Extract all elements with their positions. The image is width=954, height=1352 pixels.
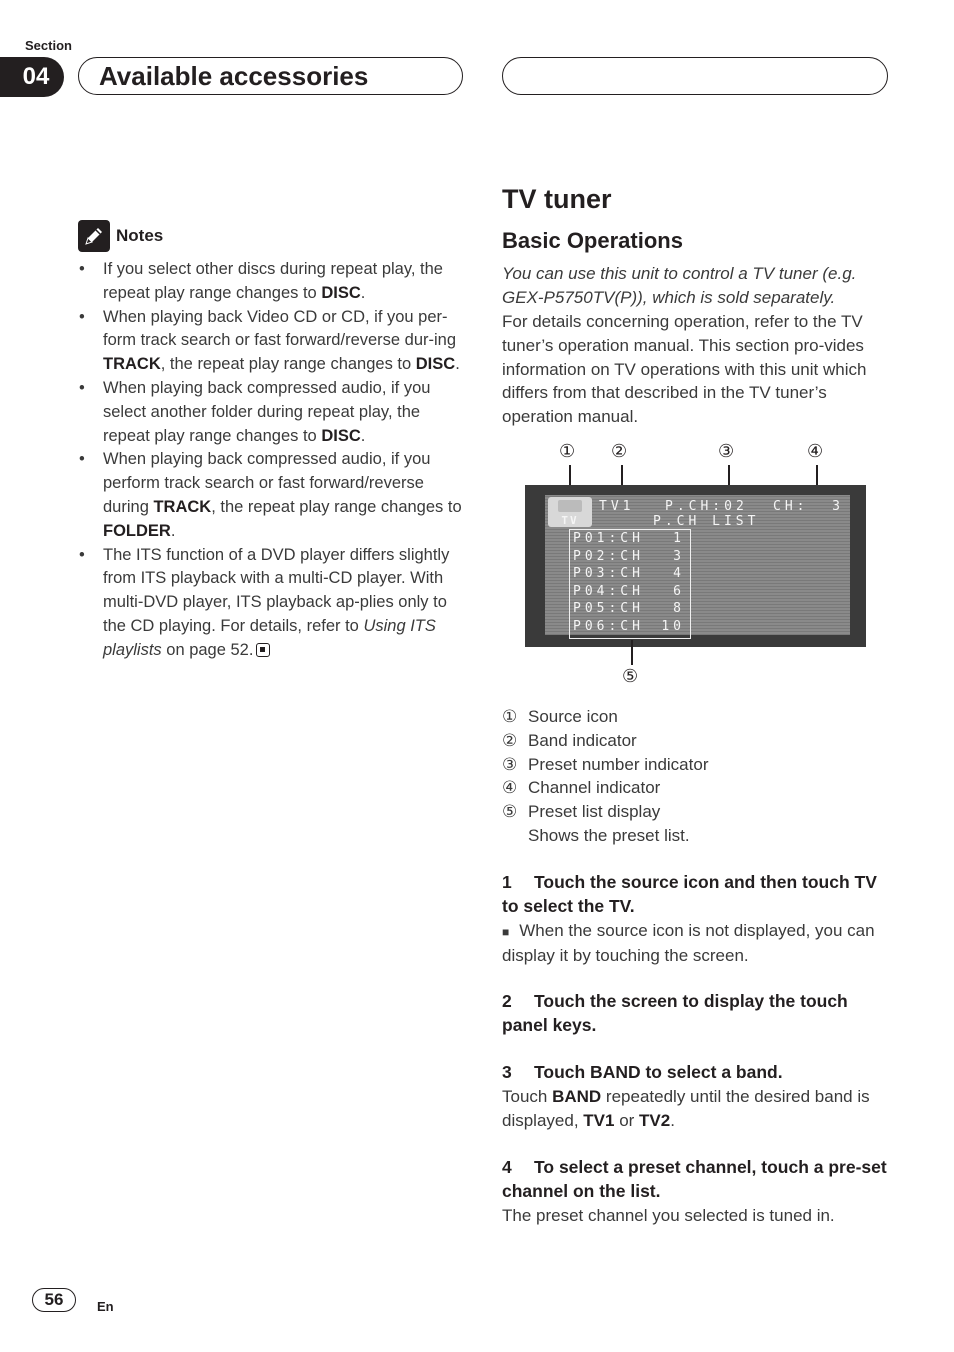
notes-title: Notes xyxy=(116,226,164,245)
callout-3: ③ xyxy=(718,441,735,461)
legend-subtext: Shows the preset list. xyxy=(528,825,690,845)
lcd-panel xyxy=(545,495,850,635)
preset-row[interactable]: P03:CH 4 xyxy=(573,566,685,581)
legend-list xyxy=(502,705,894,848)
header-right-frame xyxy=(502,57,888,95)
language-label: En xyxy=(97,1299,114,1314)
callout-5: ⑤ xyxy=(622,666,639,686)
section-title: Available accessories xyxy=(78,57,463,95)
step-2: 2 Touch the screen to display the touch panel keys. xyxy=(502,991,848,1035)
preset-row[interactable]: P04:CH 6 xyxy=(573,583,685,599)
preset-row[interactable]: P05:CH 8 xyxy=(573,601,685,616)
intro-text: For details concerning operation, refer to the TV tuner’s operation manual. This section pro-vides information on TV operations with this unit which differs from that described in the TV tuner’s operation manual. xyxy=(502,312,867,427)
preset-row[interactable]: P01:CH 1 xyxy=(573,531,685,546)
preset-list-title: P.CH LIST xyxy=(653,514,760,529)
note-item: • When playing back Video CD or CD, if you per-form track search or fast forward/reverse dur-ing TRACK, the repeat play range changes to DISC. xyxy=(78,306,468,377)
end-mark-icon xyxy=(256,643,270,657)
preset-number-indicator: P.CH:02 xyxy=(665,499,748,514)
callout-1: ① xyxy=(559,441,576,461)
preset-row[interactable]: P06:CH 10 xyxy=(573,618,685,634)
step-3: 3 Touch BAND to select a band. Touch BAND repeatedly until the desired band is displayed, TV1 or TV2. xyxy=(502,1062,870,1130)
page-number: 56 xyxy=(32,1288,76,1312)
tv-set-icon xyxy=(558,500,582,512)
tv-tuner-heading: TV tuner xyxy=(502,184,612,214)
legend-item: ② Band indicator xyxy=(502,730,637,750)
preset-row[interactable]: P02:CH 3 xyxy=(573,548,685,564)
channel-indicator: CH: 3 xyxy=(773,499,844,514)
step-4: 4 To select a preset channel, touch a pre-set channel on the list. The preset channel you selected is tuned in. xyxy=(502,1157,887,1225)
intro-italic: You can use this unit to control a TV tuner (e.g. GEX-P5750TV(P)), which is sold separately. xyxy=(502,264,857,307)
legend-item: ③ Preset number indicator xyxy=(502,754,709,774)
note-item: • The ITS function of a DVD player differs slightly from ITS playback with a multi-CD player. With multi-DVD player, ITS playback ap-plies only to the CD playing. For details, refer to Using ITS playlists on page 52. xyxy=(78,544,468,663)
basic-operations-heading: Basic Operations xyxy=(502,228,683,253)
note-item: • If you select other discs during repeat play, the repeat play range changes to DISC. xyxy=(78,258,468,306)
notes-list xyxy=(78,258,468,663)
small-square-bullet-icon: ■ xyxy=(502,924,510,939)
note-item: • When playing back compressed audio, if you perform track search or fast forward/reverse during TRACK, the repeat play range changes to FOLDER. xyxy=(78,448,468,543)
legend-item: ① Source icon xyxy=(502,707,618,726)
band-indicator: TV1 xyxy=(599,499,635,514)
pencil-icon xyxy=(78,220,110,252)
tv-display-screen xyxy=(525,485,866,647)
callout-4: ④ xyxy=(807,441,824,461)
section-label: Section xyxy=(25,38,72,53)
note-item: • When playing back compressed audio, if you select another folder during repeat play, the repeat play range changes to DISC. xyxy=(78,377,468,448)
legend-item: ④ Channel indicator xyxy=(502,778,661,798)
source-icon-label: TV xyxy=(561,514,579,527)
step-1: 1 Touch the source icon and then touch TV to select the TV. ■ When the source icon is not displayed, you can display it by touching the screen. xyxy=(502,872,877,966)
notes-heading xyxy=(78,220,163,252)
callout-2: ② xyxy=(611,441,628,461)
source-icon[interactable] xyxy=(548,497,592,527)
callout-leader xyxy=(631,640,633,665)
preset-list-display xyxy=(569,529,691,639)
legend-item: ⑤ Preset list display xyxy=(502,802,661,822)
section-number: 04 xyxy=(0,57,64,97)
